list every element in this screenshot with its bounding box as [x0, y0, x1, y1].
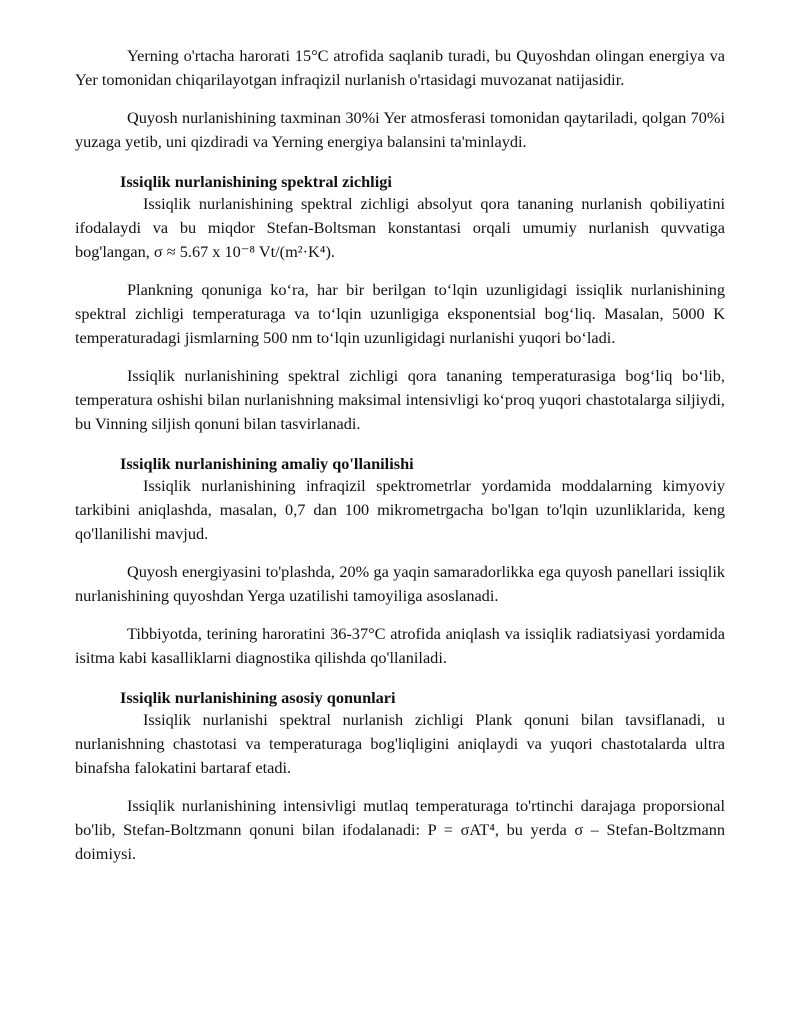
- heading-basic-laws: Issiqlik nurlanishining asosiy qonunlari: [120, 688, 396, 707]
- paragraph-planck-description: Issiqlik nurlanishi spektral nurlanish zichligi Plank qonuni bilan tavsiflanadi, u nurlanishning chastotasi va temperaturaga bog'liqligini aniqlaydi va yuqori chastotalarda ultra binafsha falokatini bartaraf etadi.: [75, 710, 725, 777]
- paragraph-solar-reflection: Quyosh nurlanishining taxminan 30%i Yer atmosferasi tomonidan qaytariladi, qolgan 70%i yuzaga yetib, uni qizdiradi va Yerning energiya balansini ta'minlaydi.: [75, 108, 725, 151]
- document-page: [75, 44, 725, 866]
- paragraph-planck-law: Plankning qonuniga ko‘ra, har bir berilgan to‘lqin uzunligidagi issiqlik nurlanishining spektral zichligi temperaturaga va to‘lqin uzunligiga eksponentsial bog‘liq. Masalan, 5000 K temperaturadagi jismlarning 500 nm to‘lqin uzunligidagi nurlanishi yuqori bo‘ladi.: [75, 280, 725, 347]
- paragraph-solar-panels: Quyosh energiyasini to'plashda, 20% ga yaqin samaradorlikka ega quyosh panellari issiqlik nurlanishining quyoshdan Yerga uzatilishi tamoyiliga asoslanadi.: [75, 562, 725, 605]
- paragraph-medicine: Tibbiyotda, terining haroratini 36-37°C atrofida aniqlash va issiqlik radiatsiyasi yordamida isitma kabi kasalliklarni diagnostika qilishda qo'llaniladi.: [75, 624, 725, 667]
- paragraph-spectral-density-definition: Issiqlik nurlanishining spektral zichligi absolyut qora tananing nurlanish qobiliyatini ifodalaydi va bu miqdor Stefan-Boltsman konstantasi orqali umumiy nurlanish quvvatiga bog'langan, σ ≈ 5.67 x 10⁻⁸ Vt/(m²·K⁴).: [75, 194, 725, 261]
- paragraph-stefan-boltzmann: Issiqlik nurlanishining intensivligi mutlaq temperaturaga to'rtinchi darajaga proporsional bo'lib, Stefan-Boltzmann qonuni bilan ifodalanadi: P = σAT⁴, bu yerda σ – Stefan-Boltzmann doimiysi.: [75, 796, 725, 863]
- paragraph-earth-temperature: Yerning o'rtacha harorati 15°C atrofida saqlanib turadi, bu Quyoshdan olingan energiya va Yer tomonidan chiqarilayotgan infraqizil nurlanish o'rtasidagi muvozanat natijasidir.: [75, 46, 725, 89]
- paragraph-infrared-spectrometry: Issiqlik nurlanishining infraqizil spektrometrlar yordamida moddalarning kimyoviy tarkibini aniqlashda, masalan, 0,7 dan 100 mikrometrgacha bo'lgan to'lqin uzunliklarida, keng qo'llanilishi mavjud.: [75, 476, 725, 543]
- paragraph-wien-law: Issiqlik nurlanishining spektral zichligi qora tananing temperaturasiga bog‘liq bo‘lib, temperatura oshishi bilan nurlanishning maksimal intensivligi ko‘proq yuqori chastotalarga siljiydi, bu Vinning siljish qonuni bilan tasvirlanadi.: [75, 366, 725, 433]
- heading-spectral-density: Issiqlik nurlanishining spektral zichligi: [120, 172, 392, 191]
- heading-practical-applications: Issiqlik nurlanishining amaliy qo'llanilishi: [120, 454, 414, 473]
